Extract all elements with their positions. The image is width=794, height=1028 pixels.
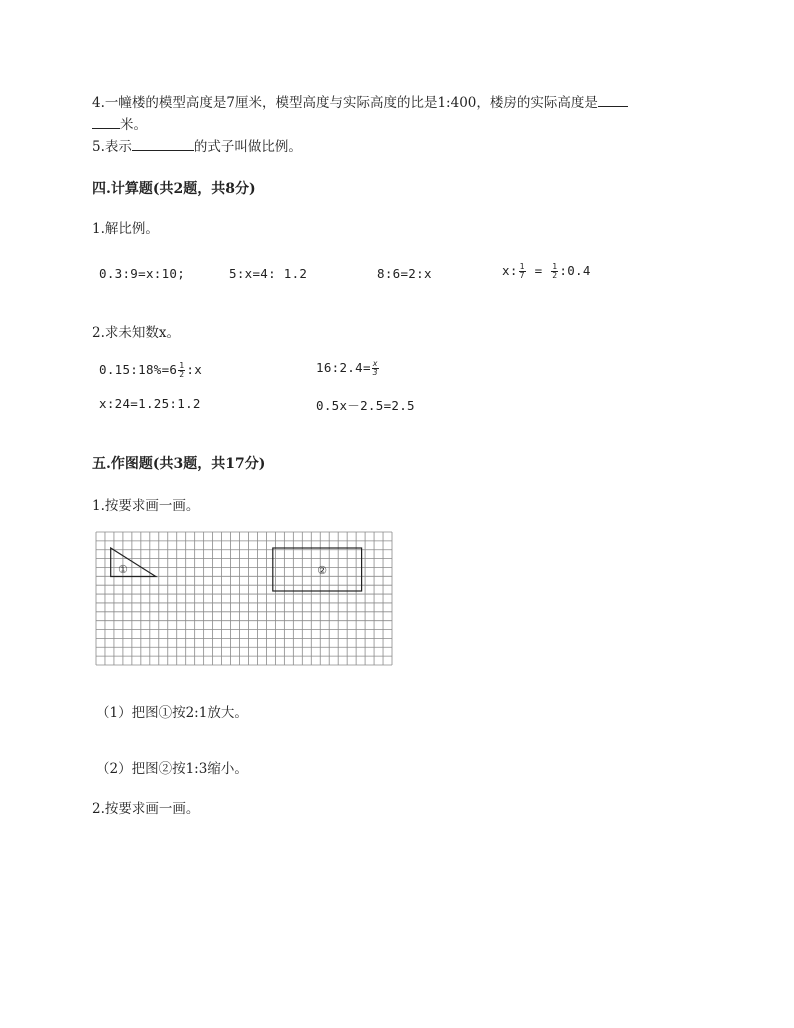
equation-4-prefix: x: [502,263,518,278]
answer-blank [132,137,194,151]
equation-4 [502,263,591,280]
shape-2-label: ② [317,564,327,577]
equation-8: 0.5x－2.5=2.5 [316,398,415,413]
answer-blank [598,93,628,107]
equation-5-prefix: 0.15:18%=6 [99,362,178,377]
fraction-numerator: 1 [552,262,558,271]
section-5-q2-prompt: 2.按要求画一画。 [92,801,200,817]
section-5-title: 五.作图题(共3题，共17分) [92,456,266,472]
equation-7: x:24=1.25:1.2 [99,396,201,411]
equation-3: 8:6=2:x [377,266,432,281]
fraction-denominator: 7 [519,271,525,280]
equation-6-prefix: 16:2.4= [316,360,371,375]
fraction [178,362,185,379]
question-4-continued [92,115,147,134]
equation-1: 0.3:9=x:10; [99,266,186,281]
section-4-q1-prompt: 1.解比例。 [92,221,159,237]
grid-lines [96,532,392,665]
equation-5-suffix: :x [186,362,203,377]
task-2: （2）把图②按1:3缩小。 [96,761,248,777]
question-5-prefix: 5.表示 [92,139,132,155]
fraction-denominator: 2 [179,370,185,379]
equation-2: 5:x=4: 1.2 [229,266,308,281]
fraction-denominator: 3 [372,368,378,377]
question-5-suffix: 的式子叫做比例。 [193,139,302,155]
equation-6 [316,360,380,377]
fraction-numerator: 1 [179,361,185,370]
section-4-q2-prompt: 2.求未知数x。 [92,325,180,341]
section-4-title: 四.计算题(共2题，共8分) [92,181,256,197]
question-4-text: 4.一幢楼的模型高度是7厘米，模型高度与实际高度的比是1:400，楼房的实际高度是 [92,95,598,111]
fraction-numerator: 1 [519,262,525,271]
section-5-q1-prompt: 1.按要求画一画。 [92,498,200,514]
question-4 [92,93,628,112]
shape-1-label: ① [118,563,128,576]
question-5 [92,137,302,156]
equation-4-suffix: :0.4 [559,263,591,278]
fraction [372,360,379,377]
equation-5 [99,362,202,379]
fraction-denominator: 2 [552,271,558,280]
task-1: （1）把图①按2:1放大。 [96,705,248,721]
answer-blank [92,115,120,129]
equals-sign: = [526,263,551,278]
fraction [551,263,558,280]
grid-figure [94,530,394,666]
question-4-unit: 米。 [120,117,147,133]
fraction-numerator: x [372,359,378,368]
fraction [519,263,526,280]
